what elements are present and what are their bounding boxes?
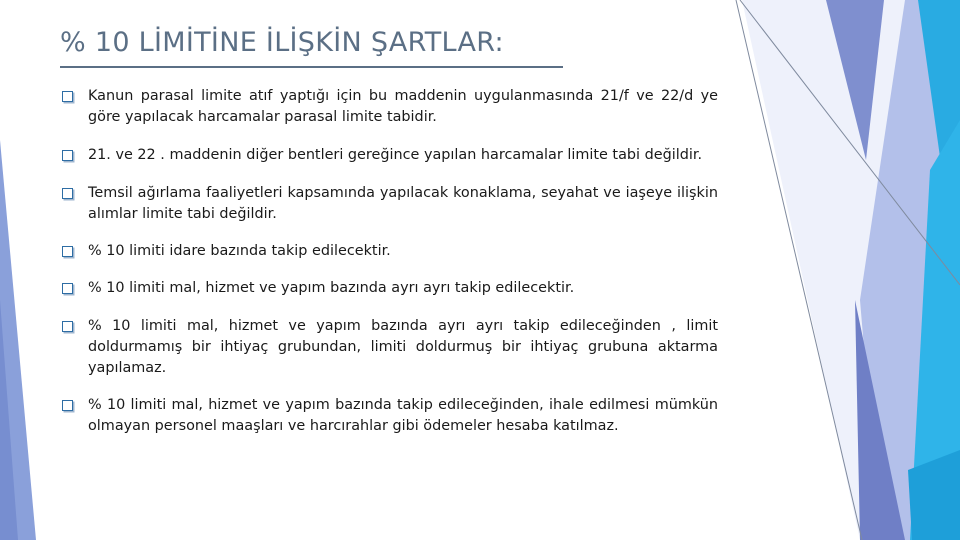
bullet-item [62,183,718,225]
bullet-item [62,395,718,437]
bullet-text: % 10 limiti mal, hizmet ve yapım bazında ayrı ayrı takip edileceğinden , limit doldurmamış bir ihtiyaç grubundan, limiti doldurmuş bir ihtiyaç grubuna aktarma yapılamaz. [88,318,718,376]
bullet-item [62,145,718,166]
bullet-text: % 10 limiti idare bazında takip edilecektir. [88,243,391,259]
checkbox-bullet-icon [62,91,73,102]
bullet-item [62,316,718,379]
checkbox-bullet-icon [62,283,73,294]
checkbox-bullet-icon [62,400,73,411]
checkbox-bullet-icon [62,321,73,332]
bullet-text: % 10 limiti mal, hizmet ve yapım bazında ayrı ayrı takip edilecektir. [88,280,575,296]
bullet-text: 21. ve 22 . maddenin diğer bentleri gereğince yapılan harcamalar limite tabi değildir. [88,147,703,163]
bullet-list [62,86,718,437]
checkbox-bullet-icon [62,246,73,257]
checkbox-bullet-icon [62,150,73,161]
title-underline [60,66,563,68]
bullet-text: Temsil ağırlama faaliyetleri kapsamında yapılacak konaklama, seyahat ve iaşeye ilişkin alımlar limite tabi değildir. [88,185,718,222]
bullet-text: % 10 limiti mal, hizmet ve yapım bazında takip edileceğinden, ihale edilmesi mümkün olmayan personel maaşları ve harcırahlar gibi ödemeler hesaba katılmaz. [88,397,718,434]
bullet-item [62,241,718,262]
checkbox-bullet-icon [62,188,73,199]
bullet-item [62,86,718,128]
slide-title: % 10 LİMİTİNE İLİŞKİN ŞARTLAR: [60,27,504,58]
bullet-item [62,278,718,299]
bullet-text: Kanun parasal limite atıf yaptığı için bu maddenin uygulanmasında 21/f ve 22/d ye göre yapılacak harcamalar parasal limite tabidir. [88,88,718,125]
